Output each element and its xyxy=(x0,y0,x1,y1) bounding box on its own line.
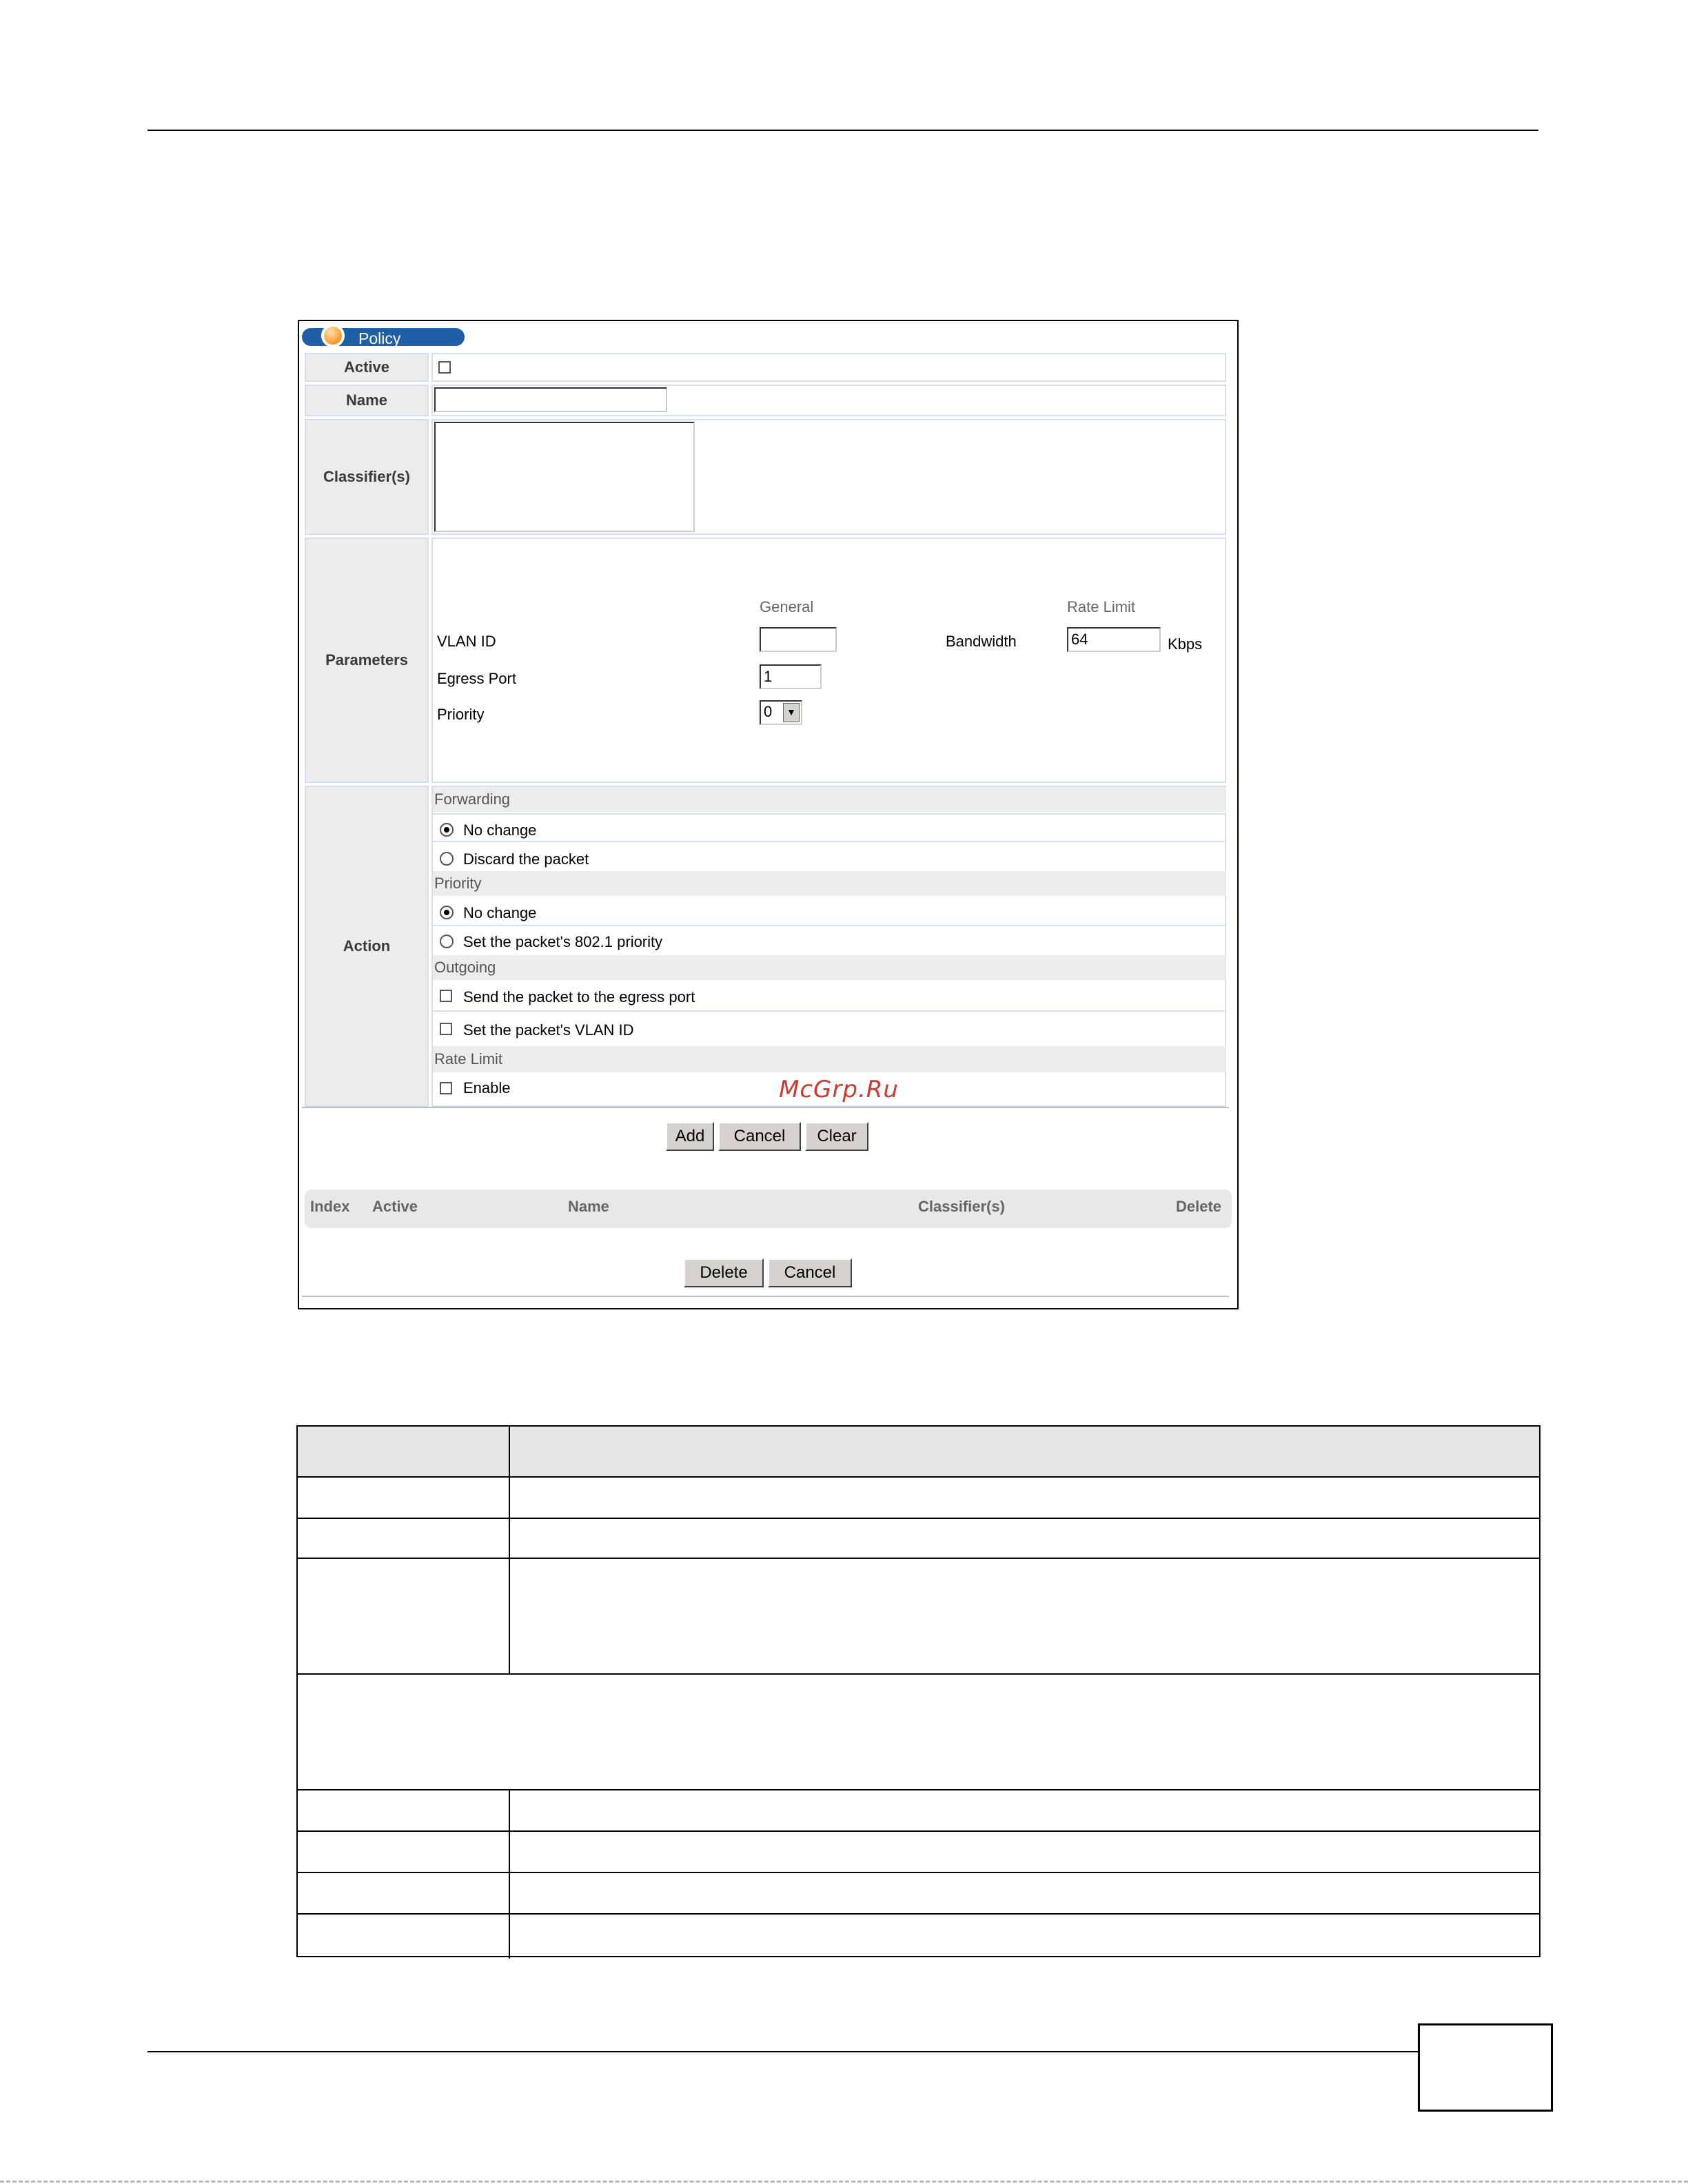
policy-form xyxy=(302,350,1229,1110)
table-row xyxy=(298,1789,1539,1790)
add-button[interactable]: Add xyxy=(666,1122,714,1151)
table-row xyxy=(298,1830,1539,1832)
fwd-discard-radio[interactable] xyxy=(440,852,454,866)
name-label: Name xyxy=(305,385,429,416)
name-input[interactable] xyxy=(434,387,667,412)
priority-label: Priority xyxy=(437,706,485,723)
list-header-active: Active xyxy=(372,1198,418,1215)
footer-rule xyxy=(148,2051,1418,2052)
out-egress-label: Send the packet to the egress port xyxy=(463,988,695,1006)
rate-limit-heading: Rate Limit xyxy=(1067,598,1136,615)
parameters-label: Parameters xyxy=(305,538,429,783)
form-separator xyxy=(302,1107,1229,1108)
list-separator xyxy=(302,1296,1229,1297)
clear-button[interactable]: Clear xyxy=(805,1122,868,1151)
pri-no-change-radio[interactable] xyxy=(440,906,454,919)
table-row xyxy=(298,1518,1539,1519)
policy-list-header xyxy=(305,1190,1232,1228)
rate-enable-label: Enable xyxy=(463,1079,511,1096)
general-heading: General xyxy=(760,598,814,615)
priority-select-value: 0 xyxy=(764,703,773,720)
list-cancel-button[interactable]: Cancel xyxy=(768,1258,852,1287)
bandwidth-unit: Kbps xyxy=(1168,635,1203,653)
list-header-index: Index xyxy=(310,1198,350,1215)
fwd-no-change-radio[interactable] xyxy=(440,823,454,837)
out-vlan-checkbox[interactable] xyxy=(440,1023,452,1035)
priority-select[interactable] xyxy=(760,700,802,725)
outgoing-section: Outgoing xyxy=(433,955,1226,980)
bandwidth-label: Bandwidth xyxy=(946,633,1017,650)
pri-set-radio[interactable] xyxy=(440,935,454,948)
description-table xyxy=(296,1425,1540,1957)
description-col-divider-top xyxy=(509,1427,510,1673)
chevron-down-icon[interactable]: ▼ xyxy=(783,703,800,722)
watermark: McGrp.Ru xyxy=(779,1076,899,1103)
description-table-header xyxy=(298,1427,1539,1476)
list-header-name: Name xyxy=(568,1198,609,1215)
pri-no-change-label: No change xyxy=(463,904,537,921)
table-row xyxy=(298,1558,1539,1559)
delete-button[interactable]: Delete xyxy=(684,1258,764,1287)
bottom-edge xyxy=(0,2181,1688,2183)
classifiers-label: Classifier(s) xyxy=(305,419,429,535)
active-label: Active xyxy=(305,353,429,382)
out-vlan-label: Set the packet's VLAN ID xyxy=(463,1021,634,1039)
classifiers-listbox[interactable] xyxy=(434,422,695,532)
policy-screenshot xyxy=(298,320,1239,1309)
table-row xyxy=(298,1913,1539,1915)
bandwidth-input[interactable] xyxy=(1067,627,1161,652)
table-row xyxy=(298,1673,1539,1675)
rate-enable-checkbox[interactable] xyxy=(440,1082,452,1094)
header-rule xyxy=(148,130,1538,131)
fwd-no-change-label: No change xyxy=(463,821,537,839)
vlan-id-label: VLAN ID xyxy=(437,633,496,650)
fwd-discard-label: Discard the packet xyxy=(463,850,589,868)
list-header-classifiers: Classifier(s) xyxy=(918,1198,1005,1215)
page-number-box xyxy=(1418,2023,1553,2112)
cancel-button[interactable]: Cancel xyxy=(718,1122,801,1151)
egress-port-label: Egress Port xyxy=(437,670,516,687)
egress-port-input[interactable] xyxy=(760,664,822,689)
description-col-divider-bottom xyxy=(509,1789,510,1959)
policy-title: Policy xyxy=(358,329,401,347)
action-label: Action xyxy=(305,786,429,1107)
policy-orb-icon xyxy=(321,324,345,347)
active-checkbox[interactable] xyxy=(438,361,451,374)
out-egress-checkbox[interactable] xyxy=(440,990,452,1002)
table-row xyxy=(298,1476,1539,1478)
vlan-id-input[interactable] xyxy=(760,627,837,652)
pri-set-label: Set the packet's 802.1 priority xyxy=(463,933,663,950)
priority-section: Priority xyxy=(433,871,1226,896)
table-row xyxy=(298,1872,1539,1873)
list-header-delete: Delete xyxy=(1176,1198,1222,1215)
rate-limit-section: Rate Limit xyxy=(433,1046,1226,1072)
forwarding-section: Forwarding xyxy=(433,787,1226,812)
